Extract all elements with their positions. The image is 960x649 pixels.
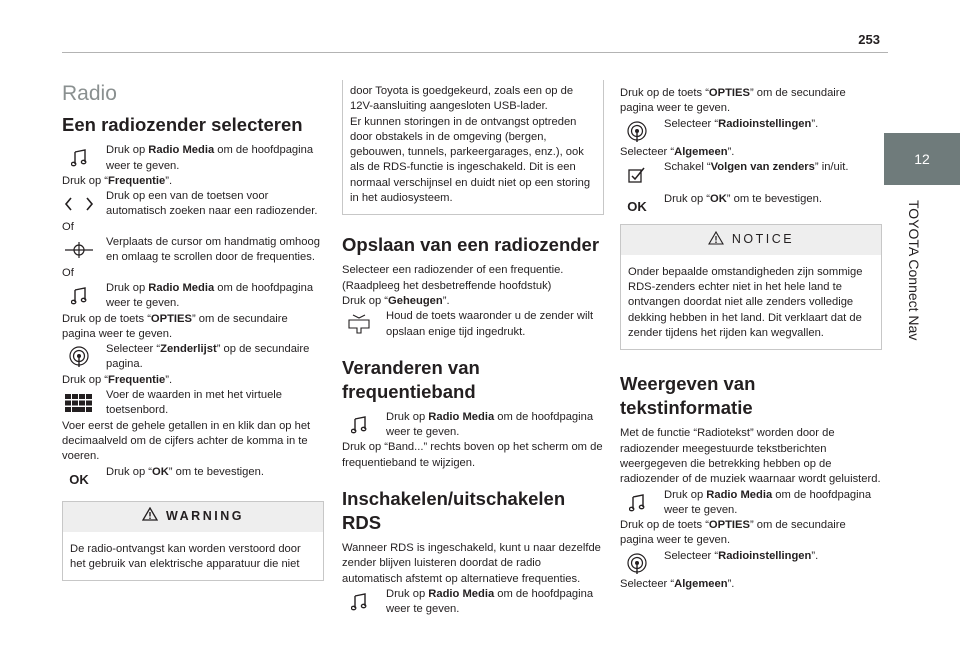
step-seek: Druk op een van de toetsen voor automatisch zoeken naar een radiozender. — [62, 189, 324, 220]
warning-box-continued: door Toyota is goedgekeurd, zoals een op de 12V-aansluiting aangesloten USB-lader. Er kunnen storingen in de ontvangst optreden door obstakels in de omgeving (bergen, gebouwen, tunnels, parkeergarages, enz.), ook als de RDS-functie is ingeschakeld. Dit is een normaal verschijnsel en duidt niet op een storing in het audiosysteem. — [342, 80, 604, 215]
step-frequency: Druk op “Frequentie”. — [62, 174, 173, 187]
rds-step: Druk op Radio Media om de hoofdpagina weer te geven. — [342, 587, 604, 618]
rds-general-step: Selecteer “Algemeen”. — [620, 145, 735, 158]
radio-signal-icon — [62, 343, 96, 371]
checkbox-icon — [620, 161, 654, 189]
heading-change-band: Veranderen van frequentieband — [342, 356, 480, 402]
ok-icon: OK — [69, 471, 89, 487]
or-text-1: Of — [62, 220, 74, 233]
step-confirm: OK Druk op “OK” om te bevestigen. — [62, 465, 324, 483]
save-step-2: (Raadpleeg het desbetreffende hoofdstuk) — [342, 279, 552, 292]
column-1 — [62, 70, 324, 581]
press-hold-icon — [342, 310, 376, 338]
warning-triangle-icon — [142, 507, 158, 525]
notice-header — [621, 225, 881, 255]
page-number: 253 — [858, 32, 880, 47]
band-step-1: Druk op Radio Media om de hoofdpagina weer te geven. — [342, 410, 604, 441]
music-note-icon — [342, 411, 376, 439]
heading-select-station: Een radiozender selecteren — [62, 114, 303, 136]
text-step-3: Selecteer “Radioinstellingen”. — [620, 549, 882, 567]
music-note-icon — [62, 282, 96, 310]
text-step-1: Druk op Radio Media om de hoofdpagina weer te geven. — [620, 488, 882, 519]
warning-triangle-icon — [708, 231, 724, 249]
ok-icon: OK — [627, 199, 647, 215]
chapter-title: TOYOTA Connect Nav — [906, 200, 922, 341]
step-radio-media-2: Druk op Radio Media om de hoofdpagina weer te geven. — [62, 281, 324, 312]
heading-text-info: Weergeven van tekstinformatie — [620, 373, 756, 419]
column-2 — [342, 80, 604, 618]
warning-box — [62, 501, 324, 582]
warning-header — [63, 502, 323, 532]
step-manual-scroll: Verplaats de cursor om handmatig omhoog en omlaag te scrollen door de frequenties. — [62, 235, 324, 266]
step-radio-media: Druk op Radio Media om de hoofdpagina weer te geven. — [62, 143, 324, 174]
rds-confirm-step: OK Druk op “OK” om te bevestigen. — [620, 192, 882, 210]
step-keyboard: Voer de waarden in met het virtuele toetsenbord. — [62, 388, 324, 419]
step-frequency-2: Druk op “Frequentie”. — [62, 373, 173, 386]
step-enter-decimals: Voer eerst de gehele getallen in en klik dan op het decimaalveld om de cijfers achter de komma in te voeren. — [62, 419, 311, 463]
music-note-icon — [62, 144, 96, 172]
save-step-4: Houd de toets waaronder u de zender wilt opslaan enige tijd ingedrukt. — [342, 309, 604, 340]
heading-rds: Inschakelen/uitschakelen RDS — [342, 488, 566, 534]
warning-title: WARNING — [166, 508, 244, 523]
text-step-4: Selecteer “Algemeen”. — [620, 577, 735, 590]
warning-text: De radio-ontvangst kan worden verstoord door het gebruik van elektrische apparatuur die niet — [70, 542, 301, 570]
save-step-1: Selecteer een radiozender of een frequentie. — [342, 264, 564, 277]
radio-signal-icon — [620, 118, 654, 146]
step-options: Druk op de toets “OPTIES” om de secundaire pagina weer te geven. — [62, 312, 288, 340]
chapter-tab: 12 — [884, 133, 960, 185]
keyboard-icon — [62, 389, 96, 417]
save-step-3: Druk op “Geheugen”. — [342, 294, 450, 307]
notice-box — [620, 224, 882, 350]
rds-toggle-step: Schakel “Volgen van zenders” in/uit. — [620, 160, 882, 178]
rds-options-step: Druk op de toets “OPTIES” om de secundaire pagina weer te geven. — [620, 87, 846, 115]
rds-settings-step: Selecteer “Radioinstellingen”. — [620, 117, 882, 135]
text-info-description: Met de functie “Radiotekst” worden door de radiozender meegestuurde tekstberichten weergegeven die betrekking hebben op de radiozender of de muziek waarnaar wordt geluisterd. — [620, 427, 881, 486]
seek-arrows-icon — [62, 190, 96, 218]
rds-text: Wanneer RDS is ingeschakeld, kunt u naar dezelfde zender blijven luisteren doordat de radio automatisch afstemt op alternatieve frequenties. — [342, 542, 601, 585]
notice-title: NOTICE — [731, 232, 795, 247]
radio-signal-icon — [620, 550, 654, 578]
text-step-2: Druk op de toets “OPTIES” om de secundaire pagina weer te geven. — [620, 519, 846, 547]
music-note-icon — [620, 489, 654, 517]
band-step-2: Druk op “Band...” rechts boven op het scherm om de frequentieband te wijzigen. — [342, 441, 603, 469]
step-station-list: Selecteer “Zenderlijst” op de secundaire pagina. — [62, 342, 324, 373]
tuner-cursor-icon — [62, 236, 96, 264]
section-title: Radio — [62, 82, 117, 105]
or-text-2: Of — [62, 266, 74, 279]
music-note-icon — [342, 588, 376, 616]
column-3 — [620, 86, 882, 592]
notice-text: Onder bepaalde omstandigheden zijn sommige RDS-zenders echter niet in het hele land te ontvangen doordat niet alle zenders volledige dekking hebben in het land. Dit verklaart dat de zender tijdens het rijden kan wegvallen. — [628, 265, 863, 340]
header-rule — [62, 52, 888, 53]
heading-save-station: Opslaan van een radiozender — [342, 234, 600, 256]
